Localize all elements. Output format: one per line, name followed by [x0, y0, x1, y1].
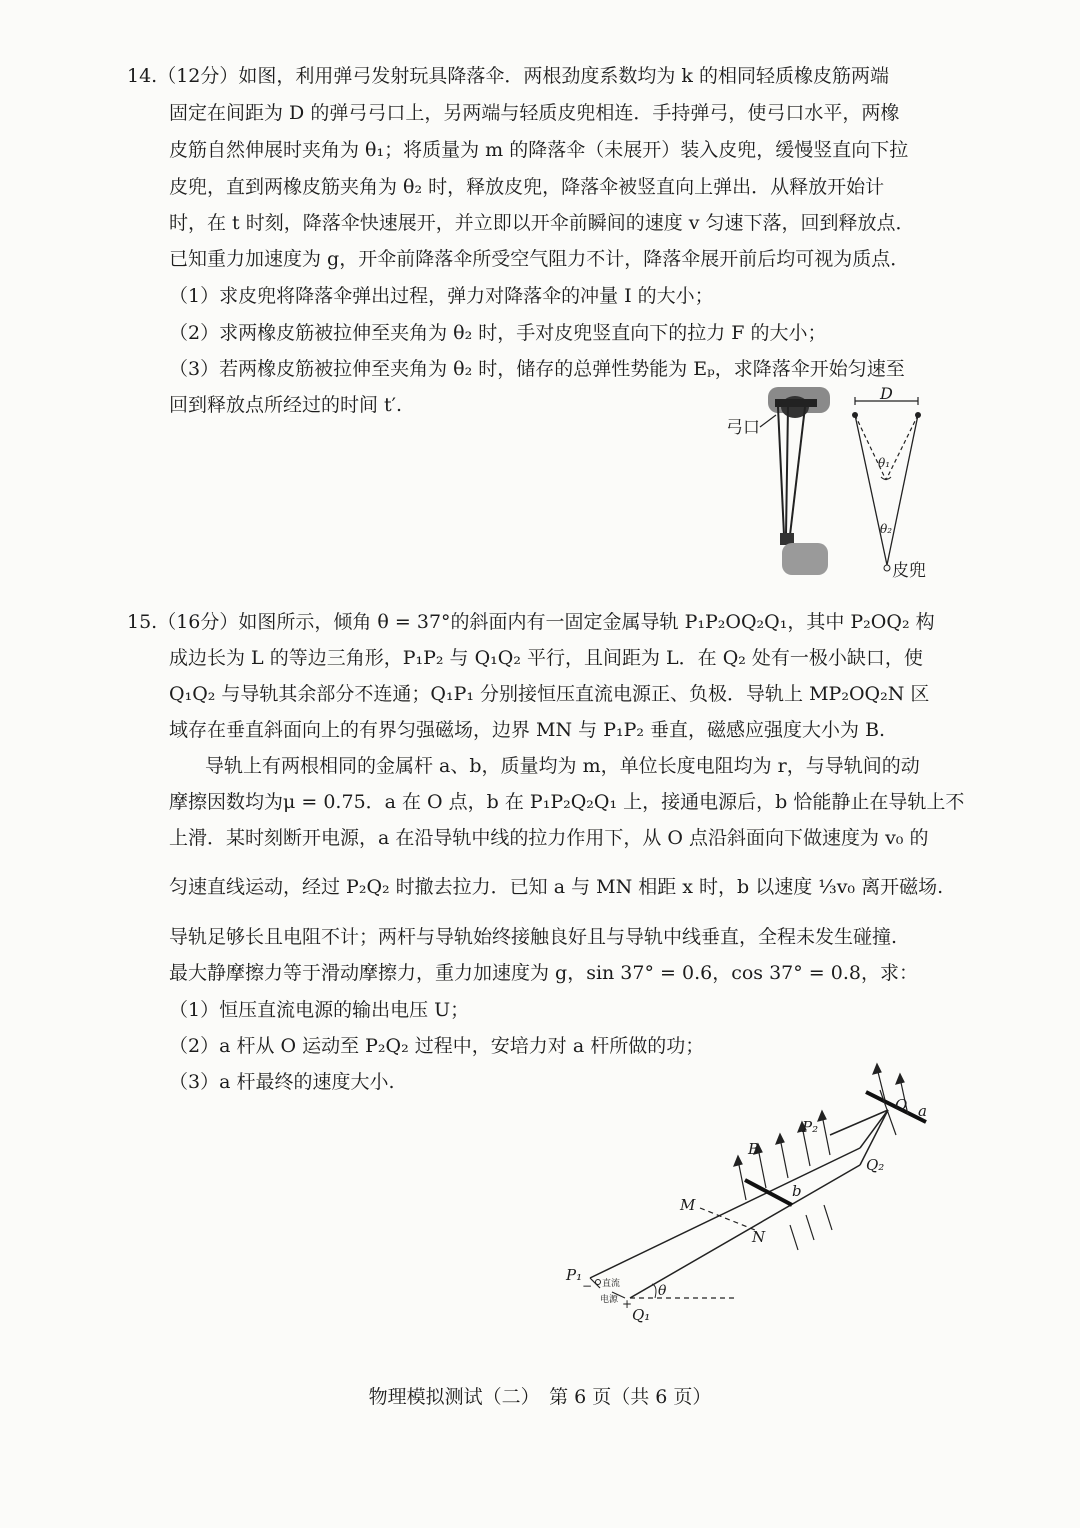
label-Q1: Q₁	[632, 1306, 651, 1324]
q14-line-1: 14.（12分）如图，利用弹弓发射玩具降落伞．两根劲度系数均为 k 的相同轻质橡皮筋两端	[127, 65, 889, 87]
label-b: b	[792, 1182, 802, 1200]
label-source-1: 直流	[602, 1279, 621, 1289]
slingshot-photo	[768, 387, 830, 575]
q15-line-7: 上滑．某时刻断开电源，a 在沿导轨中线的拉力作用下，从 O 点沿斜面向下做速度为 v₀ 的	[169, 827, 929, 849]
q14-line-8: （2）求两橡皮筋被拉伸至夹角为 θ₂ 时，手对皮兜竖直向下的拉力 F 的大小；	[169, 322, 827, 344]
label-theta1: θ₁	[878, 456, 891, 470]
page-footer: 物理模拟测试（二） 第 6 页（共 6 页）	[368, 1386, 712, 1408]
label-P2: P₂	[802, 1118, 819, 1136]
q14-line-5: 时，在 t 时刻，降落伞快速展开，并立即以开伞前瞬间的速度 v 匀速下落，回到释放点．	[169, 212, 915, 234]
q15-line-11: （1）恒压直流电源的输出电压 U；	[169, 999, 470, 1021]
q14-line-4: 皮兜，直到两橡皮筋夹角为 θ₂ 时，释放皮兜，降落伞被竖直向上弹出．从释放开始计	[169, 176, 885, 198]
q15-figure	[560, 1060, 950, 1330]
label-pouch: 皮兜	[892, 561, 926, 581]
q15-line-5: 导轨上有两根相同的金属杆 a、b，质量均为 m，单位长度电阻均为 r，与导轨间的动	[205, 755, 920, 777]
label-bow: 弓口	[726, 418, 760, 438]
label-plus: +	[622, 1297, 633, 1311]
q14-line-9: （3）若两橡皮筋被拉伸至夹角为 θ₂ 时，储存的总弹性势能为 Eₚ，求降落伞开始匀速至	[169, 358, 905, 380]
q14-line-10: 回到释放点所经过的时间 t′.	[169, 394, 403, 416]
label-O: O	[895, 1096, 908, 1114]
q14-line-7: （1）求皮兜将降落伞弹出过程，弹力对降落伞的冲量 I 的大小；	[169, 285, 714, 307]
label-M: M	[680, 1196, 696, 1214]
label-D: D	[880, 385, 893, 403]
q15-line-4: 域存在垂直斜面向上的有界匀强磁场，边界 MN 与 P₁P₂ 垂直，磁感应强度大小为 B.	[169, 719, 886, 741]
q14-line-3: 皮筋自然伸展时夹角为 θ₁；将质量为 m 的降落伞（未展开）装入皮兜，缓慢竖直向下拉	[169, 139, 909, 161]
q15-line-1: 15.（16分）如图所示，倾角 θ = 37°的斜面内有一固定金属导轨 P₁P₂OQ₂Q₁，其中 P₂OQ₂ 构	[127, 611, 935, 633]
q14-figure	[720, 385, 950, 585]
label-a: a	[918, 1102, 927, 1120]
q15-line-8: 匀速直线运动，经过 P₂Q₂ 时撤去拉力．已知 a 与 MN 相距 x 时，b 以速度 ⅓v₀ 离开磁场.	[169, 876, 944, 898]
q15-line-9: 导轨足够长且电阻不计；两杆与导轨始终接触良好且与导轨中线垂直，全程未发生碰撞.	[169, 926, 898, 948]
q15-line-13: （3）a 杆最终的速度大小.	[169, 1071, 395, 1093]
label-minus: −	[582, 1279, 593, 1293]
q15-line-3: Q₁Q₂ 与导轨其余部分不连通；Q₁P₁ 分别接恒压直流电源正、负极．导轨上 MP₂OQ₂N 区	[169, 683, 930, 705]
q15-line-2: 成边长为 L 的等边三角形，P₁P₂ 与 Q₁Q₂ 平行，且间距为 L．在 Q₂ 处有一极小缺口，使	[169, 647, 923, 669]
q15-line-10: 最大静摩擦力等于滑动摩擦力，重力加速度为 g，sin 37° = 0.6，cos 37° = 0.8，求：	[169, 962, 918, 984]
q15-line-6: 摩擦因数均为μ = 0.75．a 在 O 点，b 在 P₁P₂Q₂Q₁ 上，接通电源后，b 恰能静止在导轨上不	[169, 791, 965, 813]
label-theta2: θ₂	[880, 522, 893, 536]
label-theta: θ	[658, 1283, 667, 1299]
label-Q2: Q₂	[866, 1156, 885, 1174]
q15-line-12: （2）a 杆从 O 运动至 P₂Q₂ 过程中，安培力对 a 杆所做的功；	[169, 1035, 705, 1057]
label-P1: P₁	[566, 1266, 583, 1284]
label-N: N	[752, 1228, 766, 1246]
label-B: B	[748, 1140, 760, 1158]
q14-line-2: 固定在间距为 D 的弹弓弓口上，另两端与轻质皮兜相连．手持弹弓，使弓口水平，两橡	[169, 102, 900, 124]
label-source-2: 电源	[600, 1295, 619, 1305]
q14-line-6: 已知重力加速度为 g，开伞前降落伞所受空气阻力不计，降落伞展开前后均可视为质点．	[169, 248, 910, 270]
